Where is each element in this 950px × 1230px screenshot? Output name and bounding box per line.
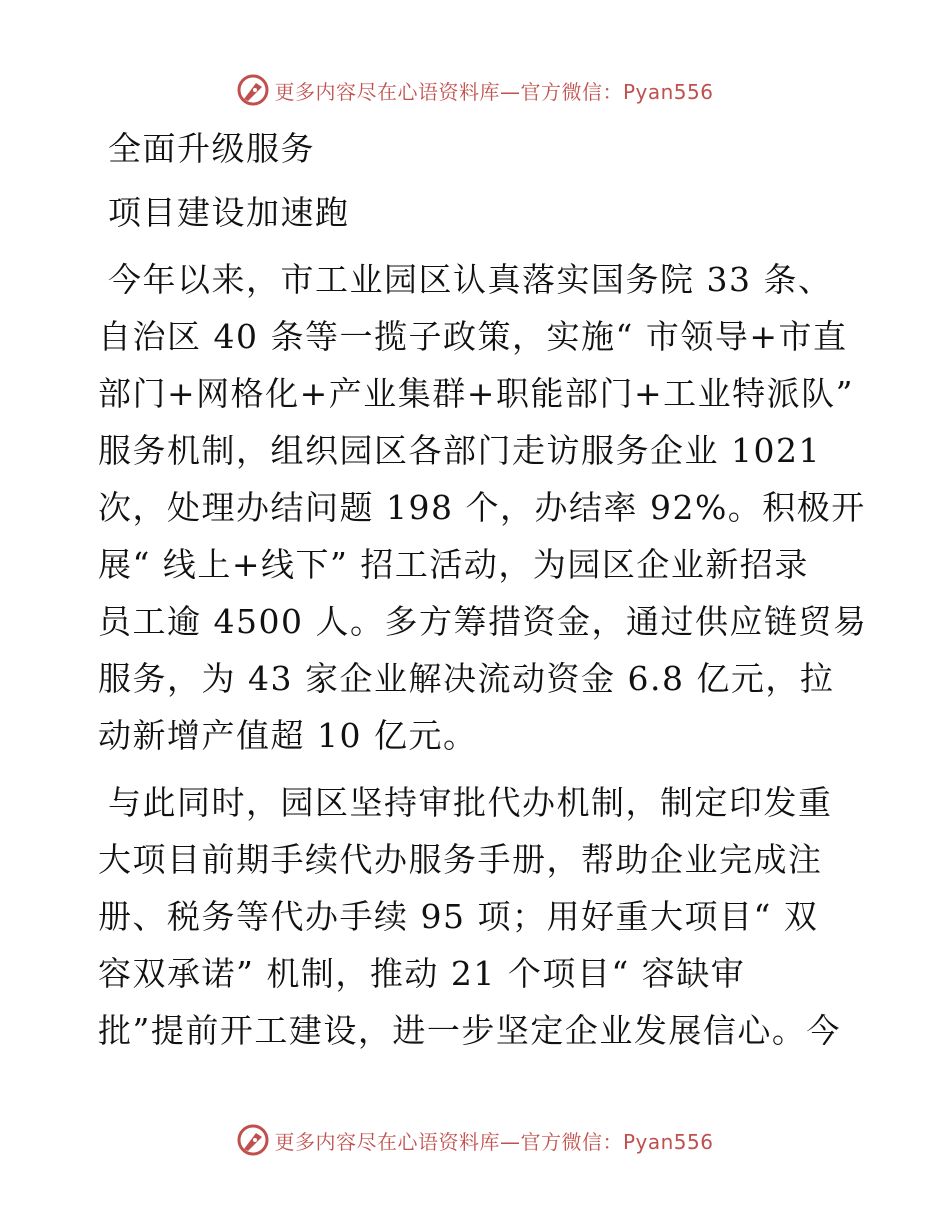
watermark-text: 更多内容尽在心语资料库—官方微信：Pyan556 (274, 79, 714, 104)
paragraph-line: 与此同时，园区坚持审批代办机制，制定印发重 (108, 783, 833, 822)
heading-1: 全面升级服务 (108, 129, 315, 168)
paragraph-line: 册、税务等代办手续 95 项；用好重大项目“ 双 (98, 897, 819, 936)
paragraph-line: 部门+网格化+产业集群+职能部门+工业特派队” (98, 374, 854, 413)
watermark-banner-top (0, 70, 950, 110)
pen-nib-logo-icon (236, 73, 270, 107)
heading-2: 项目建设加速跑 (108, 193, 350, 232)
paragraph-line: 容双承诺” 机制，推动 21 个项目“ 容缺审 (98, 954, 746, 993)
paragraph-line: 动新增产值超 10 亿元。 (98, 716, 478, 755)
document-body (98, 120, 868, 1059)
paragraph-line: 今年以来，市工业园区认真落实国务院 33 条、 (108, 260, 833, 299)
paragraph-line: 大项目前期手续代办服务手册，帮助企业完成注 (98, 840, 823, 879)
watermark-text: 更多内容尽在心语资料库—官方微信：Pyan556 (274, 1129, 714, 1154)
paragraph-line: 批”提前开工建设，进一步坚定企业发展信心。今 (98, 1011, 841, 1050)
paragraph-line: 员工逾 4500 人。多方筹措资金，通过供应链贸易 (98, 602, 868, 641)
paragraph-line: 自治区 40 条等一揽子政策，实施“ 市领导+市直 (98, 317, 848, 356)
paragraph-2 (98, 774, 858, 1059)
paragraph-line: 服务，为 43 家企业解决流动资金 6.8 亿元，拉 (98, 659, 835, 698)
paragraph-line: 次，处理办结问题 198 个，办结率 92%。积极开 (98, 488, 866, 527)
paragraph-line: 展“ 线上+线下” 招工活动，为园区企业新招录 (98, 545, 809, 584)
paragraph-line: 服务机制，组织园区各部门走访服务企业 1021 (98, 431, 821, 470)
pen-nib-logo-icon (236, 1123, 270, 1157)
paragraph-1 (98, 251, 868, 764)
watermark-banner-bottom (0, 1120, 950, 1160)
